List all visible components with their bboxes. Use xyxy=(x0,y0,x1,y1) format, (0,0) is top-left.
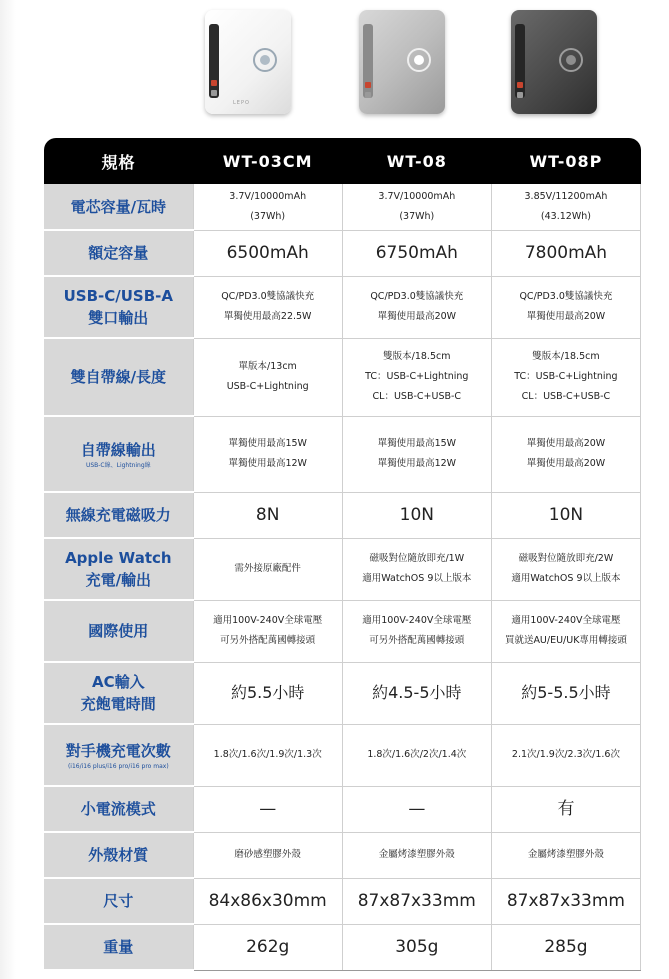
spec-cell-line: (37Wh) xyxy=(399,210,435,222)
table-row xyxy=(44,538,641,600)
spec-cell-line: 可另外搭配萬國轉接頭 xyxy=(369,635,465,646)
spec-comparison-table xyxy=(44,138,641,971)
spec-cell-model-1 xyxy=(193,924,342,970)
spec-cell-line: 單獨使用最高20W xyxy=(377,311,457,322)
row-label xyxy=(44,724,193,786)
spec-cell-line: 約4.5-5小時 xyxy=(372,683,462,702)
spec-cell-line: 可另外搭配萬國轉接頭 xyxy=(220,635,316,646)
spec-cell-model-1 xyxy=(193,416,342,492)
spec-cell-line: 單獨使用最高22.5W xyxy=(223,311,312,322)
row-label-line: 額定容量 xyxy=(88,244,149,262)
spec-cell-line: 3.7V/10000mAh xyxy=(378,190,456,202)
row-label-line: 電芯容量/瓦時 xyxy=(70,197,167,216)
product-images xyxy=(0,0,669,138)
spec-cell-line: 雙版本/18.5cm xyxy=(532,351,600,362)
spec-cell-line: — xyxy=(408,799,426,819)
spec-cell-model-3 xyxy=(491,538,640,600)
table-row xyxy=(44,878,641,924)
spec-cell-line: 約5-5.5小時 xyxy=(521,683,611,702)
header-spec: 規格 xyxy=(44,138,193,184)
table-row xyxy=(44,832,641,878)
row-label xyxy=(44,416,193,492)
spec-cell-line: 84x86x30mm xyxy=(208,891,327,911)
table-row xyxy=(44,600,641,662)
row-label-line: 小電流模式 xyxy=(80,800,156,818)
product-image-wt-03cm xyxy=(205,10,291,114)
row-label xyxy=(44,184,193,230)
spec-cell-model-3 xyxy=(491,184,640,230)
spec-cell-model-1 xyxy=(193,184,342,230)
spec-cell-line: QC/PD3.0雙協議快充 xyxy=(221,291,315,302)
product-image-wt-08p xyxy=(511,10,597,114)
spec-cell-line: QC/PD3.0雙協議快充 xyxy=(370,291,464,302)
spec-cell-line: 6750mAh xyxy=(375,243,458,263)
spec-cell-model-2 xyxy=(342,600,491,662)
spec-cell-line: 單獨使用最高20W xyxy=(526,311,606,322)
spec-cell-line: 1.8次/1.6次/2次/1.4次 xyxy=(367,749,467,760)
spec-cell-line: 有 xyxy=(557,799,575,819)
spec-cell-line: 磨砂感塑膠外殼 xyxy=(234,849,301,860)
spec-cell-line: 適用100V-240V全球電壓 xyxy=(213,615,323,626)
product-logo: LEPO xyxy=(233,100,250,106)
spec-cell-model-3 xyxy=(491,230,640,276)
row-label-line: 尺寸 xyxy=(103,892,134,910)
spec-cell-line: 雙版本/18.5cm xyxy=(383,351,451,362)
spec-cell-model-1 xyxy=(193,230,342,276)
spec-cell-line: 需外接原廠配件 xyxy=(234,563,301,574)
spec-cell-line: 金屬烤漆塑膠外殼 xyxy=(378,849,455,860)
spec-cell-line: 單獨使用最高15W xyxy=(377,438,457,449)
spec-cell-model-2 xyxy=(342,924,491,970)
spec-cell-model-1 xyxy=(193,786,342,832)
spec-cell-model-1 xyxy=(193,832,342,878)
row-label xyxy=(44,492,193,538)
spec-cell-line: (37Wh) xyxy=(250,210,286,222)
table-row xyxy=(44,786,641,832)
spec-cell-line: (43.12Wh) xyxy=(540,210,591,222)
spec-cell-model-1 xyxy=(193,600,342,662)
spec-cell-line: TC：USB-C+Lightning xyxy=(365,371,469,382)
row-label-line: AC輸入 xyxy=(92,673,145,691)
row-label-line: 充電/輸出 xyxy=(85,571,152,589)
spec-cell-model-2 xyxy=(342,276,491,338)
spec-cell-model-3 xyxy=(491,878,640,924)
table-row xyxy=(44,416,641,492)
row-label xyxy=(44,338,193,416)
table-row xyxy=(44,724,641,786)
spec-cell-line: 買就送AU/EU/UK專用轉接頭 xyxy=(504,635,627,646)
spec-cell-line: 磁吸對位隨放即充/2W xyxy=(518,553,614,564)
spec-cell-line: CL：USB-C+USB-C xyxy=(372,391,462,402)
table-row xyxy=(44,492,641,538)
row-label-line: Apple Watch xyxy=(65,549,172,567)
spec-cell-line: 262g xyxy=(246,937,290,957)
spec-cell-line: 適用WatchOS 9以上版本 xyxy=(511,573,621,584)
spec-cell-line: 285g xyxy=(544,937,588,957)
row-label xyxy=(44,230,193,276)
row-label xyxy=(44,600,193,662)
spec-cell-model-2 xyxy=(342,724,491,786)
spec-cell-line: QC/PD3.0雙協議快充 xyxy=(519,291,613,302)
row-label-line: 充飽電時間 xyxy=(80,695,156,713)
table-row xyxy=(44,338,641,416)
row-label-line: USB-C/USB-A xyxy=(63,287,173,305)
spec-cell-model-2 xyxy=(342,786,491,832)
spec-cell-model-2 xyxy=(342,230,491,276)
table-row xyxy=(44,662,641,724)
spec-cell-line: 8N xyxy=(255,505,280,525)
spec-cell-model-1 xyxy=(193,724,342,786)
spec-cell-model-3 xyxy=(491,924,640,970)
row-label xyxy=(44,662,193,724)
spec-cell-line: 87x87x33mm xyxy=(506,891,625,911)
spec-cell-line: TC：USB-C+Lightning xyxy=(514,371,618,382)
spec-cell-line: 單獨使用最高20W xyxy=(526,458,606,469)
spec-cell-line: CL：USB-C+USB-C xyxy=(521,391,611,402)
table-row xyxy=(44,276,641,338)
spec-cell-model-2 xyxy=(342,878,491,924)
spec-cell-line: 10N xyxy=(399,505,434,525)
spec-cell-line: 10N xyxy=(548,505,584,525)
spec-cell-line: 適用100V-240V全球電壓 xyxy=(511,615,621,626)
spec-cell-model-2 xyxy=(342,416,491,492)
spec-cell-model-3 xyxy=(491,600,640,662)
table-header-row xyxy=(44,138,641,184)
spec-cell-model-3 xyxy=(491,724,640,786)
row-label-line: 雙自帶線/長度 xyxy=(70,368,167,386)
spec-cell-line: 單獨使用最高12W xyxy=(377,458,457,469)
spec-cell-line: USB-C+Lightning xyxy=(226,381,309,392)
row-label xyxy=(44,832,193,878)
header-model-3: WT-08P xyxy=(491,138,640,184)
row-label-line: 國際使用 xyxy=(88,622,149,640)
row-label-line: 無線充電磁吸力 xyxy=(65,506,171,524)
spec-cell-line: 1.8次/1.6次/1.9次/1.3次 xyxy=(213,749,322,760)
row-label-line: 外殼材質 xyxy=(88,846,149,864)
spec-cell-line: 磁吸對位隨放即充/1W xyxy=(369,553,465,564)
spec-cell-line: 適用WatchOS 9以上版本 xyxy=(362,573,472,584)
spec-cell-line: 單獨使用最高15W xyxy=(228,438,307,449)
spec-table-wrapper xyxy=(44,138,641,971)
spec-cell-line: 單獨使用最高20W xyxy=(526,438,606,449)
magnet-ring-icon xyxy=(253,48,277,72)
spec-cell-line: 3.85V/11200mAh xyxy=(524,190,608,202)
spec-cell-model-2 xyxy=(342,538,491,600)
header-model-2: WT-08 xyxy=(342,138,491,184)
row-label-line: 重量 xyxy=(103,938,134,956)
spec-cell-model-2 xyxy=(342,662,491,724)
magnet-ring-icon xyxy=(559,48,583,72)
row-label xyxy=(44,276,193,338)
spec-cell-model-2 xyxy=(342,492,491,538)
spec-cell-line: 單獨使用最高12W xyxy=(228,458,307,469)
spec-cell-model-3 xyxy=(491,662,640,724)
spec-cell-model-3 xyxy=(491,276,640,338)
spec-cell-model-3 xyxy=(491,416,640,492)
row-label-line: 自帶線輸出 xyxy=(80,440,156,459)
page-edge-shadow xyxy=(0,0,16,979)
spec-cell-model-3 xyxy=(491,786,640,832)
row-label xyxy=(44,538,193,600)
spec-cell-model-1 xyxy=(193,662,342,724)
spec-cell-line: — xyxy=(259,799,277,819)
table-row xyxy=(44,230,641,276)
spec-cell-line: 2.1次/1.9次/2.3次/1.6次 xyxy=(511,749,620,760)
spec-cell-model-3 xyxy=(491,492,640,538)
row-label-line: 雙口輸出 xyxy=(88,309,149,327)
row-sublabel: USB-C線、Lightning線 xyxy=(85,461,151,469)
spec-cell-line: 3.7V/10000mAh xyxy=(229,190,307,202)
spec-cell-model-3 xyxy=(491,338,640,416)
row-label xyxy=(44,924,193,970)
spec-cell-model-1 xyxy=(193,276,342,338)
row-sublabel: (i16/i16 plus/i16 pro/i16 pro max) xyxy=(67,762,169,770)
spec-cell-line: 適用100V-240V全球電壓 xyxy=(362,615,472,626)
spec-cell-line: 305g xyxy=(395,937,439,957)
spec-cell-line: 金屬烤漆塑膠外殼 xyxy=(527,849,604,860)
product-image-wt-08 xyxy=(359,10,445,114)
spec-cell-model-2 xyxy=(342,832,491,878)
spec-cell-model-1 xyxy=(193,878,342,924)
header-model-1: WT-03CM xyxy=(193,138,342,184)
spec-cell-line: 6500mAh xyxy=(226,243,309,263)
spec-cell-line: 單版本/13cm xyxy=(238,361,297,372)
row-label-line: 對手機充電次數 xyxy=(65,741,171,760)
spec-cell-model-1 xyxy=(193,492,342,538)
spec-cell-model-2 xyxy=(342,184,491,230)
spec-cell-line: 約5.5小時 xyxy=(230,683,305,702)
spec-cell-line: 7800mAh xyxy=(524,243,608,263)
spec-cell-model-2 xyxy=(342,338,491,416)
spec-cell-model-3 xyxy=(491,832,640,878)
table-row xyxy=(44,924,641,970)
table-row xyxy=(44,184,641,230)
spec-cell-model-1 xyxy=(193,338,342,416)
spec-cell-model-1 xyxy=(193,538,342,600)
row-label xyxy=(44,878,193,924)
magnet-ring-icon xyxy=(407,48,431,72)
spec-cell-line: 87x87x33mm xyxy=(357,891,476,911)
row-label xyxy=(44,786,193,832)
